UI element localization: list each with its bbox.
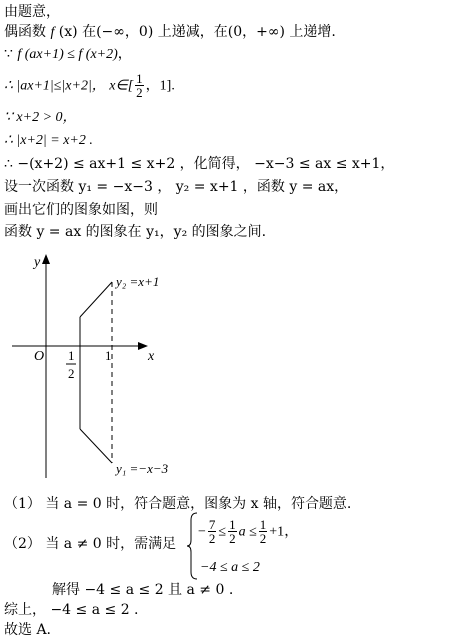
fraction-one-half-bottom: 2: [136, 85, 143, 100]
origin-label: O: [34, 349, 45, 364]
sys1-a-leq: a ≤: [238, 524, 257, 540]
upper-line-y2: [80, 282, 112, 317]
fraction-rhs-half-top: 1: [259, 517, 267, 532]
solve-result: 解得 −4 ≤ a ≤ 2 且 a ≠ 0 .: [52, 582, 234, 598]
line-simplify: ∴ −(x+2) ≤ ax+1 ≤ x+2 ，化简得， −x−3 ≤ ax ≤ x+1，: [4, 156, 395, 172]
sys1-leq-1: ≤: [218, 524, 227, 540]
fraction-a-coef-bottom: 2: [229, 531, 236, 546]
fraction-a-coef-top: 1: [229, 517, 236, 532]
abs-inequality-expr: ∴ |ax+1|≤|x+2|， x∈[: [4, 78, 134, 94]
since-inequality-expr: f (ax+1) ≤ f (x+2): [17, 47, 118, 62]
line-even-function-a: 偶函数: [4, 24, 51, 40]
x-axis-label: x: [148, 349, 155, 364]
line-intro: 由题意，: [4, 4, 60, 20]
fraction-seven-half-top: 7: [208, 517, 216, 532]
line-even-function-f: f: [50, 25, 55, 40]
fraction-seven-half: [208, 518, 217, 545]
sys1-plus-one: +1: [269, 524, 285, 540]
case-two: （2） 当 a ≠ 0 时，需满足: [4, 536, 177, 552]
line-abs-inequality: [4, 72, 175, 99]
line-graph-between: 函数 y = ax 的图象在 y₁，y₂ 的图象之间.: [4, 224, 267, 240]
fraction-one-half-top: 1: [136, 71, 143, 86]
line-positive: ∵ x+2 > 0，: [4, 110, 77, 125]
lower-line-label: y₁ =−x−3: [116, 461, 169, 476]
line-even-function: [4, 22, 336, 43]
x-axis-arrow: [138, 342, 148, 350]
upper-line-label: y₂ =x+1: [116, 274, 160, 289]
system-row-1: [198, 518, 298, 545]
interval-end: ，1].: [145, 78, 175, 94]
tick-one: 1: [105, 348, 112, 363]
answer-line: 故选 A.: [4, 622, 52, 638]
y-axis-label: y: [34, 255, 41, 270]
fraction-seven-half-bottom: 2: [208, 531, 216, 546]
case-one: （1） 当 a = 0 时，符合题意，图象为 x 轴，符合题意.: [4, 496, 352, 512]
line-even-function-c: (x) 在(−∞，0) 上递减，在(0，+∞) 上递增.: [54, 24, 336, 40]
sys1-comma: ，: [284, 523, 299, 540]
since-inequality-comma: ，: [117, 46, 132, 62]
lower-line-y1: [80, 429, 112, 463]
line-abs-equals: ∴ |x+2| = x+2 .: [4, 133, 93, 148]
fraction-rhs-half: [259, 518, 268, 545]
tick-half-bot: 2: [68, 366, 75, 381]
summary-line: 综上， −4 ≤ a ≤ 2 .: [4, 602, 139, 618]
tick-half-top: 1: [68, 348, 75, 363]
y-axis-arrow: [42, 254, 50, 264]
fraction-rhs-half-bottom: 2: [259, 531, 267, 546]
fraction-a-coef: [228, 518, 237, 545]
line-since-inequality: [4, 44, 132, 65]
system-brace: [186, 512, 198, 580]
line-define-functions: 设一次函数 y₁ = −x−3 ， y₂ = x+1 ，函数 y = ax，: [4, 179, 349, 195]
since-symbol: ∵: [4, 46, 18, 62]
system-row-2: −4 ≤ a ≤ 2: [200, 560, 260, 575]
line-draw-graph: 画出它们的图象如图，则: [4, 202, 158, 218]
sys1-minus: −: [198, 524, 206, 540]
fraction-one-half: [135, 72, 144, 99]
function-graph: [0, 250, 200, 482]
